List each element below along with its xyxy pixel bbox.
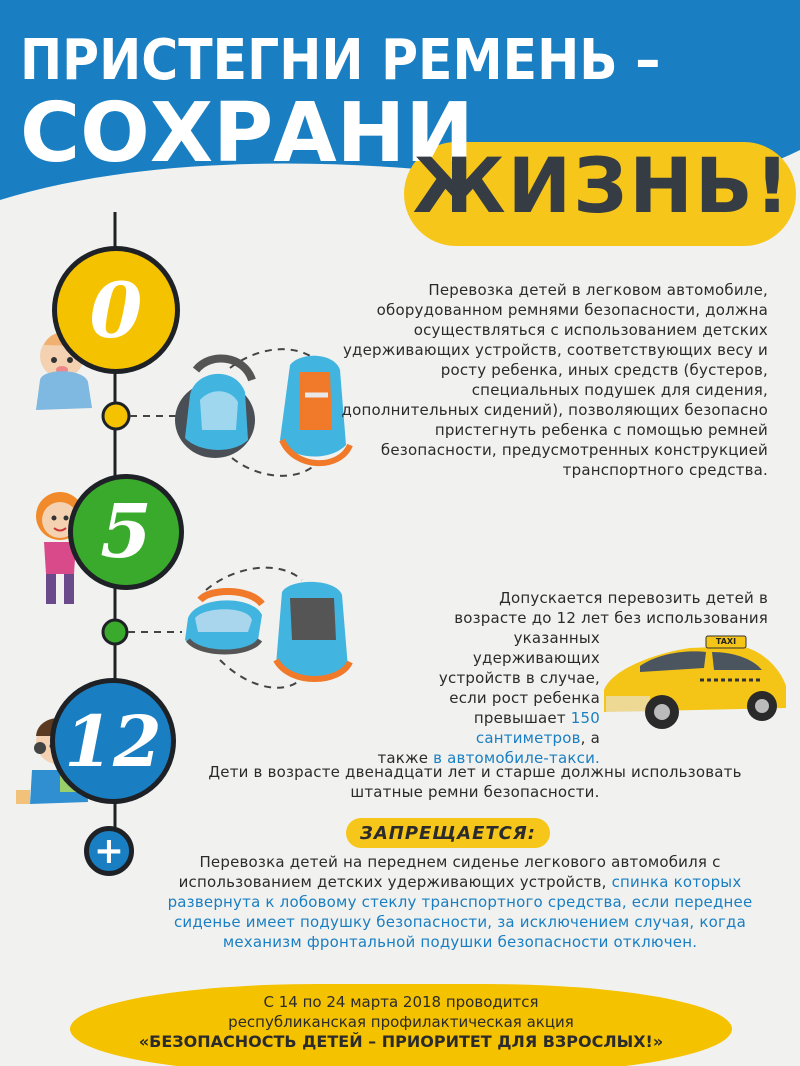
paragraph-exceptions <box>364 588 768 768</box>
age-badge-plus: + <box>84 826 134 876</box>
campaign-dates: С 14 по 24 марта 2018 проводится <box>263 993 539 1011</box>
taxi-highlight: в автомобиле-такси. <box>433 749 600 767</box>
para2-line-7-a: превышает <box>473 709 571 727</box>
paragraph-twelve-and-older: Дети в возрасте двенадцати лет и старше должны использовать штатные ремни безопасности. <box>208 763 742 801</box>
high-back-booster-icon <box>276 582 350 679</box>
title-line-2: СОХРАНИ <box>20 86 474 181</box>
timeline-dot-green <box>103 620 127 644</box>
age-badge-5: 5 <box>68 474 184 590</box>
para2-line-5: устройств в случае, <box>438 669 600 687</box>
title-line-3: ЖИЗНЬ! <box>412 141 792 230</box>
taxi-sign-label: TAXI <box>715 637 737 646</box>
height-150cm-highlight: 150 сантиметров <box>475 709 600 747</box>
forbidden-text-plain: Перевозка детей на переднем сиденье легкового автомобиля с использованием детских удерживающих устройств, <box>178 853 721 891</box>
forbidden-label: ЗАПРЕЩАЕТСЯ: <box>346 818 550 848</box>
para2-line-2: возрасте до 12 лет без использования <box>454 609 768 627</box>
para2-line-1: Допускается перевозить детей в <box>499 589 768 607</box>
para2-line-4: удерживающих <box>472 649 600 667</box>
forbidden-text-highlight: спинка которых развернута к лобовому стеклу транспортного средства, если переднее сиденье имеет подушку безопасности, за исключением случая, когда механизм фронтальной подушки безопасности отключен. <box>167 873 753 951</box>
campaign-description: республиканская профилактическая акция <box>228 1013 574 1031</box>
title-line-1: ПРИСТЕГНИ РЕМЕНЬ – <box>20 28 661 93</box>
para2-line-6: если рост ребенка <box>449 689 600 707</box>
paragraph-forbidden <box>150 852 770 952</box>
timeline-dot-yellow <box>103 403 129 429</box>
age-badge-0: 0 <box>52 246 180 374</box>
para2-line-7 <box>364 708 768 748</box>
infant-carrier-icon <box>175 359 255 458</box>
para2-line-7-b: , а <box>580 729 600 747</box>
campaign-text <box>70 992 732 1052</box>
booster-seat-icon <box>185 591 262 652</box>
age-badge-12: 12 <box>50 678 176 804</box>
campaign-slogan: «БЕЗОПАСНОСТЬ ДЕТЕЙ – ПРИОРИТЕТ ДЛЯ ВЗРОСЛЫХ!» <box>138 1032 664 1051</box>
para2-line-8-a: также <box>377 749 434 767</box>
paragraph-child-restraints: Перевозка детей в легковом автомобиле, оборудованном ремнями безопасности, должна осуществляться с использованием детских удерживающих устройств, соответствующих весу и росту ребенка, иных средств (бустеров, специальных подушек для сидения, дополнительных сидений), позволяющих безопасно пристегнуть ребенка с помощью ремней безопасности, предусмотренных конструкцией транспортного средства. <box>341 281 768 479</box>
para2-line-3: указанных <box>513 629 600 647</box>
